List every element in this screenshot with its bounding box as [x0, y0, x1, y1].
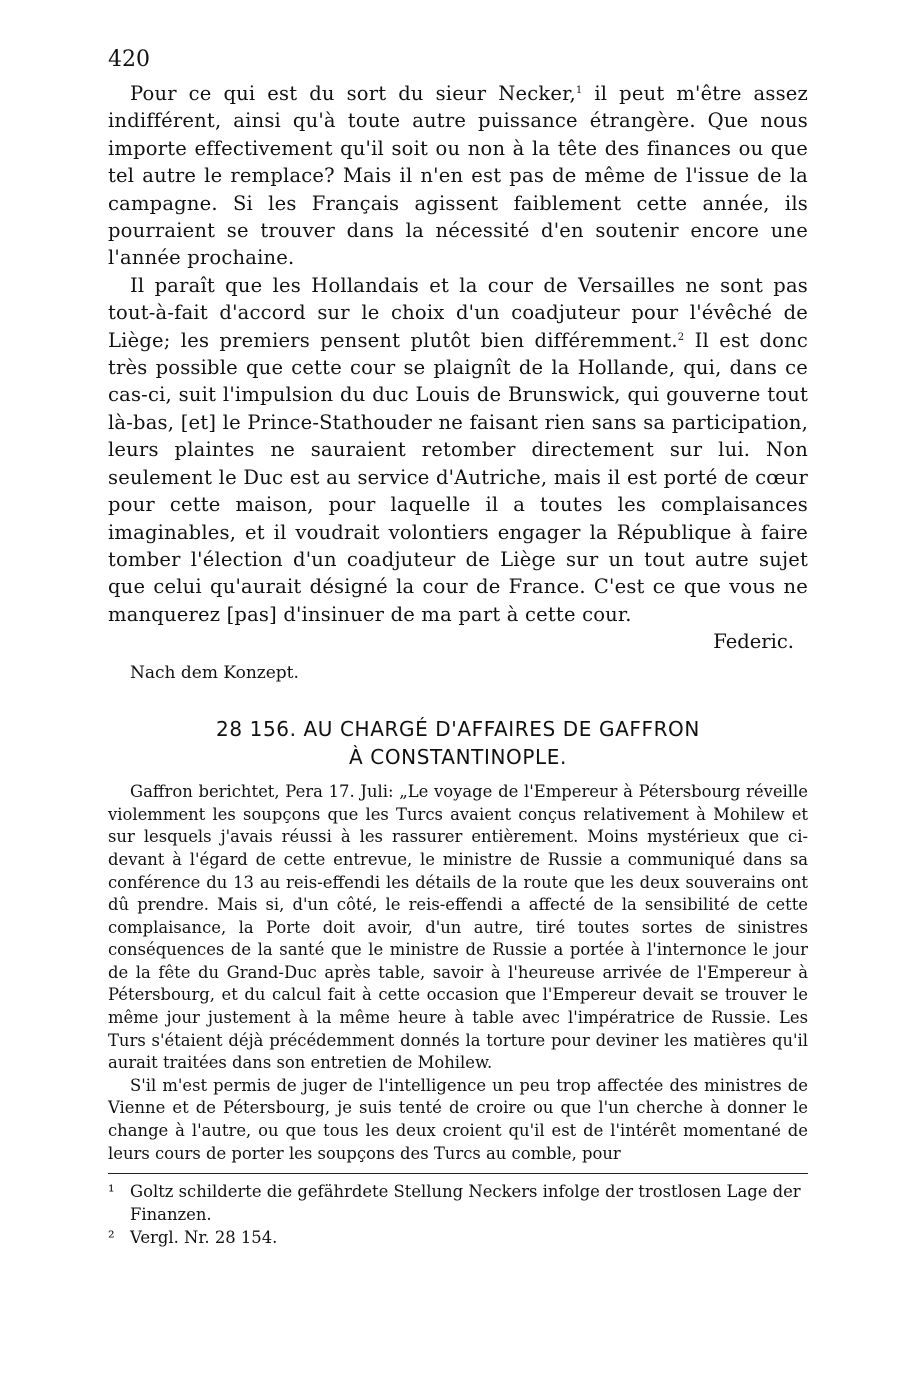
paragraph-text: Il est donc très possible que cette cour se plaignît de la Hollande, qui, dans ce cas-ci, suit l'impulsion du duc Louis de Brunswick, qui gouverne tout là-bas, [et] le Prince-Stathouder ne faisant rien sans sa participation, leurs plaintes ne sauraient retomber directement sur lui. Non seulement le Duc est au service d'Autriche, mais il est porté de cœur pour cette maison, pour laquelle il a toutes les complaisances imaginables, et il voudrait volontiers engager la République à faire tomber l'élection d'un coadjuteur de Liège sur un tout autre sujet que celui qu'aurait désigné la cour de France. C'est ce que vous ne manquerez [pas] d'insinuer de ma part à cette cour. [108, 328, 808, 626]
footnote-2 [108, 1226, 808, 1249]
footnote-1 [108, 1180, 808, 1226]
heading-line-1: 28 156. AU CHARGÉ D'AFFAIRES DE GAFFRON [216, 717, 700, 742]
paragraph-text: Pour ce qui est du sort du sieur Necker, [130, 82, 576, 105]
paragraph-text: il peut m'être assez indifférent, ainsi qu'à toute autre puissance étrangère. Que nous importe effectivement qu'il soit ou non à la tête des finances ou que tel autre le remplace? Mais il n'en est pas de même de l'issue de la campagne. Si les Français agissent faiblement cette année, ils pourraient se trouver dans la nécessité d'en soutenir encore une l'année prochaine. [108, 82, 808, 270]
letter-paragraph-1 [108, 80, 808, 272]
document-heading [108, 715, 808, 771]
footnote-text: Goltz schilderte die gefährdete Stellung Neckers infolge der trostlosen Lage der Finanzen. [130, 1182, 801, 1225]
footnote-mark: ² [108, 1228, 115, 1248]
report-paragraph-2: S'il m'est permis de juger de l'intelligence un peu trop affectée des ministres de Vienne et de Pétersbourg, je suis tenté de croire ou que l'un cherche à donner le change à l'autre, ou que tous les deux croient qu'il est de l'intérêt momentané de leurs cours de porter les soupçons des Turcs au comble, pour [108, 1075, 808, 1163]
footnote-divider [108, 1173, 808, 1174]
signature: Federic. [713, 630, 794, 654]
footnote-ref-2: 2 [677, 331, 685, 343]
footnote-text: Vergl. Nr. 28 154. [130, 1228, 278, 1248]
source-note: Nach dem Konzept. [130, 663, 299, 684]
footnote-mark: ¹ [108, 1182, 115, 1202]
footnote-ref-1: 1 [575, 85, 583, 96]
letter-paragraph-2 [108, 272, 808, 628]
paragraph-text: Il paraît que les Hollandais et la cour de Versailles ne sont pas tout-à-fait d'accord sur le choix d'un coadjuteur pour l'évêché de Liège; les premiers pensent plutôt bien différemment. [108, 273, 808, 352]
report-paragraph-1: Gaffron berichtet, Pera 17. Juli: „Le voyage de l'Empereur à Pétersbourg réveille violemment les soupçons que les Turcs avaient conçus relativement à Mohilew et sur lesquels j'avais réussi à les rassurer entièrement. Moins mystérieux que ci-devant à l'égard de cette entrevue, le ministre de Russie a communiqué dans sa conférence du 13 au reis-effendi les détails de la route que les deux souverains ont dû prendre. Mais si, d'un côté, le reis-effendi a affecté de la sensibilité de cette complaisance, la Porte doit avoir, d'un autre, tiré toutes sortes de sinistres conséquences de la santé que le ministre de Russie a portée à l'internonce le jour de la fête du Grand-Duc après table, savoir à l'heureuse arrivée de l'Empereur à Pétersbourg, et du calcul fait à cette occasion que l'Empereur devait se trouver le même jour justement à la même heure à table avec l'impératrice de Russie. Les Turs s'étaient déjà précédemment donnés la torture pour deviner les matières qu'il aurait traitées dans son entretien de Mohilew. [108, 782, 808, 1073]
page-number: 420 [108, 47, 150, 72]
heading-line-2: À CONSTANTINOPLE. [349, 745, 567, 770]
